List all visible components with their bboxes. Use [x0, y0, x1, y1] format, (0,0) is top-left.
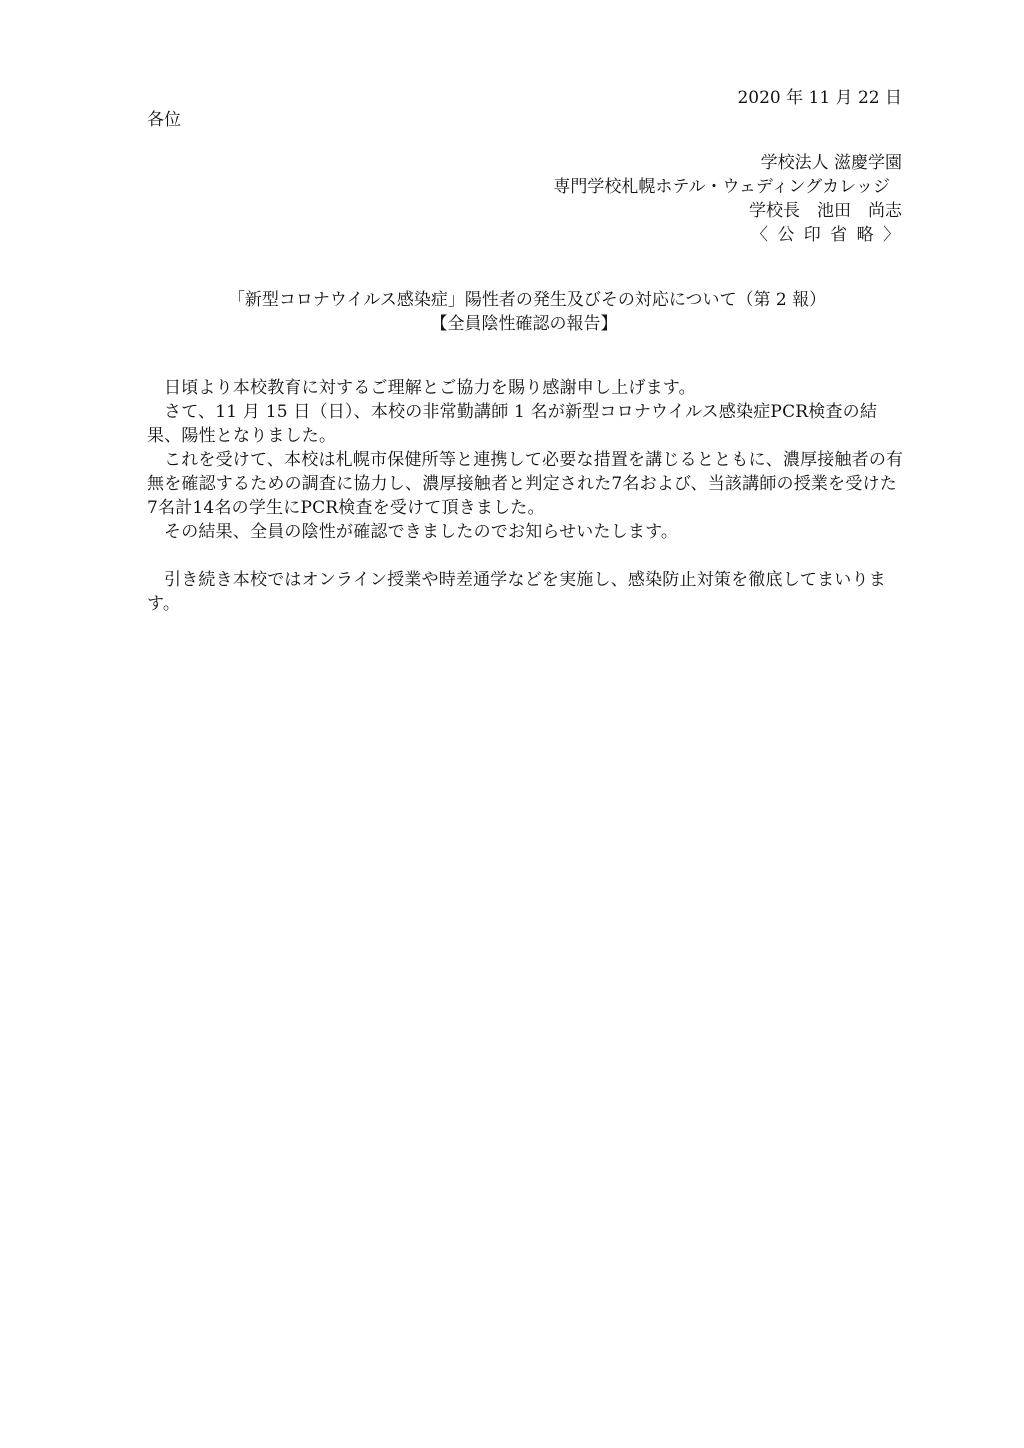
sender-principal: 学校長 池田 尚志	[749, 201, 902, 221]
document-date: 2020 年 11 月 22 日	[737, 88, 902, 108]
title-line-1: 「新型コロナウイルス感染症」陽性者の発生及びその対応について（第 2 報）	[227, 290, 827, 310]
sender-block	[553, 151, 902, 247]
paragraph-spacer	[147, 544, 907, 568]
document-body	[147, 376, 907, 616]
document-title	[0, 288, 1024, 336]
sender-school: 専門学校札幌ホテル・ウェディングカレッジ	[553, 177, 890, 197]
body-paragraph-result: その結果、全員の陰性が確認できましたのでお知らせいたします。	[164, 522, 679, 542]
body-paragraph-incident: さて、11 月 15 日（日）、本校の非常勤講師 1 名が新型コロナウイルス感染症PCR検査の結果、陽性となりました。	[147, 402, 878, 446]
body-paragraph-closing: 引き続き本校ではオンライン授業や時差通学などを実施し、感染防止対策を徹底してまいります。	[147, 570, 886, 614]
body-paragraph-response: これを受けて、本校は札幌市保健所等と連携して必要な措置を講じるとともに、濃厚接触者の有無を確認するための調査に協力し、濃厚接触者と判定された7名および、当該講師の授業を受けた7名計14名の学生にPCR検査を受けて頂きました。	[147, 450, 904, 518]
body-paragraph-greeting: 日頃より本校教育に対するご理解とご協力を賜り感謝申し上げます。	[164, 378, 696, 398]
recipient-line: 各位	[147, 110, 181, 130]
sender-organization: 学校法人 滋慶学園	[760, 153, 902, 173]
seal-omitted-note: 〈 公 印 省 略 〉	[750, 225, 902, 245]
title-line-2: 【全員陰性確認の報告】	[430, 314, 618, 334]
